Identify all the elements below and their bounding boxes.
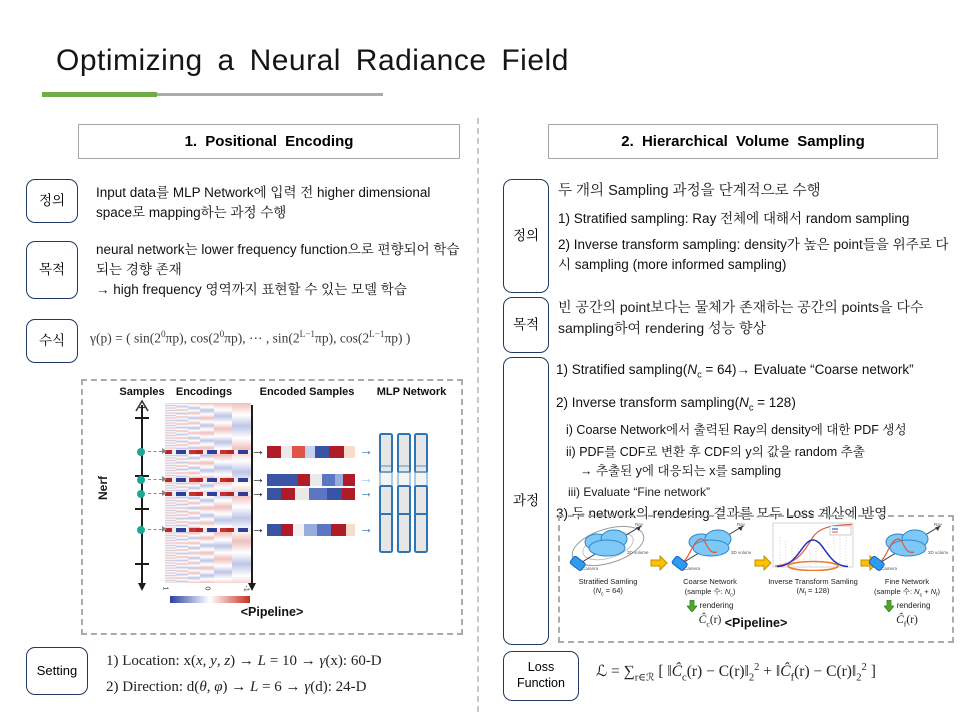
sample-dot — [137, 448, 145, 456]
loss-function-tag — [503, 651, 579, 701]
hierarchical-sampling-diagram — [558, 515, 954, 643]
sample-dash-arrow — [148, 529, 162, 530]
colorbar-label-zero: 0 — [203, 586, 211, 591]
heatmap-highlight-row — [165, 478, 251, 482]
purpose-line2: → high frequency 영역까지 표현할 수 있는 모델 학습 — [96, 282, 407, 297]
definition-r-line3: 2) Inverse transform sampling: density가 높은 point들을 위주로 다시 sampling (more informed sampling) — [558, 237, 949, 272]
bar-segment — [317, 524, 331, 536]
bar-segment — [342, 488, 355, 500]
positional-encoding-diagram — [81, 379, 463, 635]
camera-micro-label: Camera — [881, 566, 898, 571]
purpose-line1: neural network는 lower frequency function으로 편향되어 학습되는 경향 존재 — [96, 242, 460, 277]
panel4-subtitle: (sample 수: $N_c + N_f$) — [873, 587, 941, 599]
panel3-title: Inverse Transform Samling — [768, 577, 858, 586]
panel-coarse-network — [664, 521, 756, 617]
colorbar-label-min: -1 — [242, 585, 250, 592]
panel4-render-label: rendering — [896, 601, 931, 610]
encode-arrow-icon: → — [251, 442, 265, 458]
bar-segment — [281, 524, 293, 536]
diagram-col-encodings: Encodings — [175, 386, 233, 398]
page-title: Optimizing a Neural Radiance Field — [56, 44, 569, 77]
setting-text — [106, 648, 476, 700]
mlp-layer-cell — [397, 513, 411, 553]
definition-r-line2: 1) Stratified sampling: Ray 전체에 대해서 random sampling — [558, 211, 910, 226]
coarse-result-formula: $Ĉ_c(r)$ — [698, 614, 722, 629]
bar-segment — [267, 446, 281, 458]
sample-dash-arrow — [148, 479, 162, 480]
right-pipeline-caption: <Pipeline> — [724, 616, 788, 630]
mlp-layer-cell — [379, 513, 393, 553]
loss-formula: ℒ = $\sum_{r\in ℛ}$ [ $‖Ĉ_c(r)$ − $C(r)‖_2^2$ + $‖Ĉ_f(r)$ − $C(r)‖_2^2$ ] — [596, 662, 876, 684]
volume-micro-label: 3D volume — [928, 550, 948, 555]
process-tag: 과정 — [503, 357, 549, 645]
nerf-axis-label: Nerf — [96, 475, 111, 501]
ray-micro-label: Ray — [934, 522, 943, 527]
bar-segment — [267, 488, 281, 500]
sample-dot — [137, 490, 145, 498]
fine-network-icon — [866, 521, 948, 571]
panel4-render-row — [884, 600, 931, 612]
volume-micro-label: 3D volume — [731, 550, 751, 555]
heatmap-highlight-row — [165, 450, 251, 454]
process-sub-iii: iii) Evaluate “Fine network” — [568, 485, 711, 500]
definition-r-line1: 두 개의 Sampling 과정을 단계적으로 수행 — [558, 183, 821, 199]
purpose-tag-left: 목적 — [26, 241, 78, 299]
inverse-transform-plot-icon — [768, 521, 858, 571]
column-divider — [477, 118, 479, 712]
process-text — [556, 360, 960, 524]
mlp-network-icon — [379, 513, 428, 553]
encoded-sample-bar — [267, 474, 355, 486]
definition-text-right — [558, 181, 956, 275]
process-sub-i: i) Coarse Network에서 출력된 Ray의 density에 대한 PDF 생성 — [566, 423, 907, 438]
mlp-arrow-icon: → — [359, 520, 373, 536]
panel4-title: Fine Network — [884, 577, 930, 586]
right-section-header: 2. Hierarchical Volume Sampling — [548, 124, 938, 159]
colorbar-label-max: 1 — [161, 586, 169, 591]
panel2-render-label: rendering — [699, 601, 734, 610]
loss-tag-line1: Loss — [527, 660, 555, 675]
definition-tag-right: 정의 — [503, 179, 549, 293]
ray-micro-label: Ray — [737, 522, 746, 527]
encoded-sample-bar — [267, 446, 355, 458]
bar-segment — [309, 488, 327, 500]
purpose-text-right: 빈 공간의 point보다는 물체가 존재하는 공간의 points을 다수 sampling하여 rendering 성능 향상 — [558, 299, 924, 336]
encode-arrow-icon: → — [251, 520, 265, 536]
bar-segment — [329, 446, 344, 458]
sample-dash-arrow — [148, 451, 162, 452]
sample-dot — [137, 476, 145, 484]
panel1-title: Stratified Samling — [578, 577, 638, 586]
panel1-subtitle: $(N_c = 64)$ — [593, 586, 623, 598]
encoded-sample-bar — [267, 488, 355, 500]
process-sub-ii-cont: → 추출된 y에 대응되는 x를 sampling — [580, 464, 782, 479]
diagram-col-encoded-samples: Encoded Samples — [259, 386, 355, 398]
panel-stratified-sampling — [562, 521, 654, 598]
bar-segment — [322, 474, 335, 486]
encode-arrow-icon: → — [251, 484, 265, 500]
fine-result-formula: $Ĉ_f(r)$ — [896, 614, 918, 629]
title-underline-accent — [42, 92, 157, 97]
purpose-text-left — [96, 240, 472, 300]
sample-dot — [137, 526, 145, 534]
title-underline — [157, 93, 383, 96]
render-arrow-icon — [687, 600, 697, 612]
mlp-arrow-icon: → — [359, 484, 373, 500]
panel-fine-network — [864, 521, 950, 617]
setting-line2: 2) Direction: d(θ, φ) → L = 6 → γ(d): 24-D — [106, 679, 367, 695]
bar-segment — [315, 446, 329, 458]
bar-segment — [331, 524, 345, 536]
panel2-title: Coarse Network — [683, 577, 737, 586]
coarse-network-icon — [669, 521, 751, 571]
loss-tag-line2: Function — [517, 676, 565, 690]
bar-segment — [335, 474, 343, 486]
diagram-dynamic-layer — [83, 381, 461, 633]
bar-segment — [343, 474, 355, 486]
left-pipeline-caption: <Pipeline> — [240, 605, 304, 619]
panel-inverse-transform — [764, 521, 862, 598]
definition-tag-left: 정의 — [26, 179, 78, 223]
process-sub-ii: ii) PDF를 CDF로 변환 후 CDF의 y의 값을 random 추출 — [566, 445, 865, 460]
stratified-sampling-icon — [567, 521, 649, 571]
camera-micro-label: Camera — [582, 566, 599, 571]
encode-arrow-icon: → — [251, 470, 265, 486]
bar-segment — [344, 446, 355, 458]
bar-segment — [281, 488, 294, 500]
camera-micro-label: Camera — [684, 566, 701, 571]
positional-encoding-formula: γ(p) = ( $\sin(2^0\pi p)$, $\cos(2^0\pi p)$, ⋯ , $\sin(2^{L-1}\pi p)$, $\cos(2^{L-1}\pi p)$ ) — [90, 329, 411, 346]
purpose-tag-right: 목적 — [503, 297, 549, 353]
panel2-render-row — [687, 600, 734, 612]
process-step1: 1) Stratified $sampling(N_c = 64)\to$ Evaluate “Coarse network” — [556, 362, 914, 380]
render-arrow-icon — [884, 600, 894, 612]
diagram-col-samples: Samples — [119, 386, 165, 398]
panel2-subtitle: (sample 수: $N_c$) — [684, 587, 736, 599]
bar-segment — [305, 446, 316, 458]
setting-line1: 1) Location: x(x, y, z) → L = 10 → γ(x): 60-D — [106, 653, 382, 669]
formula-tag: 수식 — [26, 319, 78, 363]
bar-segment — [267, 474, 298, 486]
process-step3: 3) 두 network의 rendering 결과를 모두 Loss 계산에 반영 — [556, 506, 888, 522]
mlp-arrow-icon: → — [359, 442, 373, 458]
mlp-arrow-icon: → — [359, 470, 373, 486]
sample-dash-arrow — [148, 493, 162, 494]
bar-segment — [346, 524, 355, 536]
heatmap-highlight-row — [165, 492, 251, 496]
volume-micro-label: 3D volume — [627, 550, 649, 555]
ray-micro-label: Ray — [635, 522, 644, 527]
bar-segment — [327, 488, 341, 500]
definition-text-left: Input data를 MLP Network에 입력 전 higher dimensional space로 mapping하는 과정 수행 — [96, 185, 431, 220]
bar-segment — [295, 488, 309, 500]
encoded-sample-bar — [267, 524, 355, 536]
setting-tag: Setting — [26, 647, 88, 695]
left-section-header: 1. Positional Encoding — [78, 124, 460, 159]
bar-segment — [310, 474, 322, 486]
panel3-subtitle: $(N_f = 128)$ — [796, 586, 830, 598]
bar-segment — [304, 524, 317, 536]
bar-segment — [267, 524, 281, 536]
mlp-layer-cell — [414, 513, 428, 553]
bar-segment — [292, 446, 305, 458]
process-step2: 2) Inverse transform $sampling(N_c = 128)$ — [556, 394, 796, 413]
heatmap-highlight-row — [165, 528, 251, 532]
bar-segment — [293, 524, 304, 536]
bar-segment — [298, 474, 311, 486]
diagram-col-mlp-network: MLP Network — [376, 386, 447, 398]
bar-segment — [281, 446, 292, 458]
